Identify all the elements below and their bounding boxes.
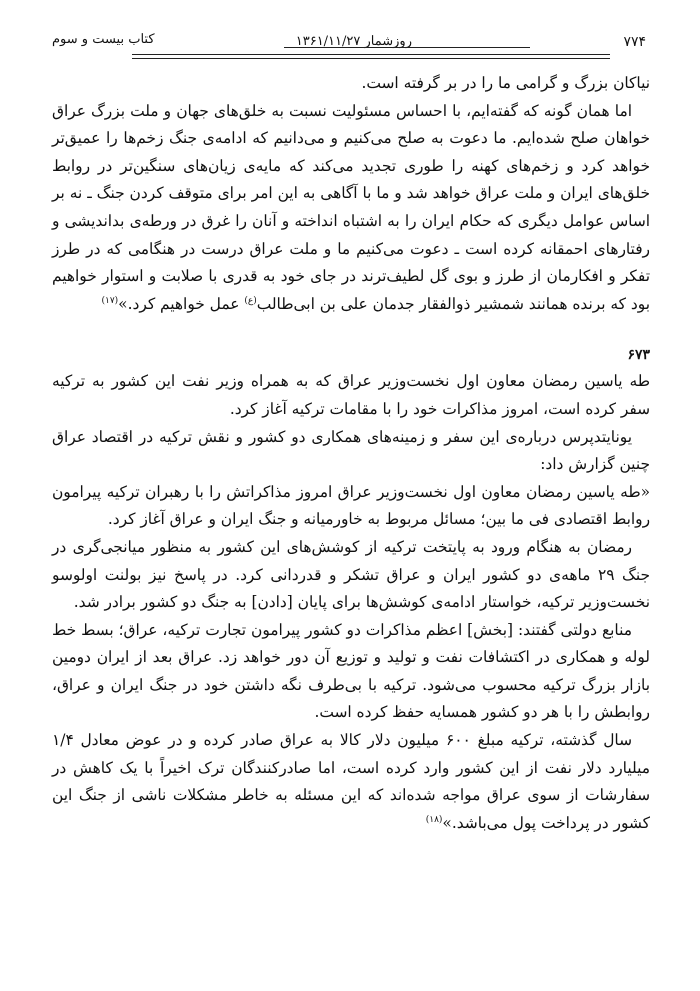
entry-body bbox=[52, 368, 650, 837]
footnote-ref: (۱۷) bbox=[101, 295, 119, 306]
paragraph bbox=[52, 98, 650, 319]
document-page bbox=[52, 28, 650, 837]
paragraph: یونایتدپرس درباره‌ی این سفر و زمینه‌های همکاری دو کشور و نقش ترکیه در اقتصاد عراق چنین گزارش داد: bbox=[52, 427, 650, 474]
paragraph bbox=[52, 727, 650, 837]
header-rule-short bbox=[284, 47, 530, 48]
paragraph: منابع دولتی گفتند: [بخش] اعظم مذاکرات دو کشور پیرامون تجارت ترکیه، عراق؛ بسط خط لوله و همکاری در اکتشافات نفت و تولید و توزیع آن دور خواهد زد. عراق بعد از ایران دومین بازار بزرگ ترکیه محسوب می‌شود. ترکیه با بی‌طرف نگه داشتن خود در جنگ ایران و عراق، روابطش را با هر دو کشور همسایه حفظ کرده است. bbox=[52, 620, 650, 722]
paragraph-quote: «طه یاسین رمضان معاون اول نخست‌وزیر عراق امروز مذاکراتش را با رهبران ترکیه پیرامون روابط اقتصادی فی ما بین؛ مسائل مربوط به خاورمیانه و جنگ ایران و عراق آغاز کرد. bbox=[52, 482, 650, 529]
journal-date: روزشمار ۱۳۶۱/۱۱/۲۷ bbox=[295, 34, 412, 49]
book-title: کتاب بیست و سوم bbox=[52, 32, 155, 47]
paragraph-text-end: عمل خواهیم کرد.» bbox=[118, 294, 245, 313]
paragraph-text: اما همان گونه که گفته‌ایم، با احساس مسئولیت نسبت به خلق‌های جهان و ملت بزرگ عراق خواهان صلح شده‌ایم. ما دعوت به صلح می‌کنیم و می‌دانیم که ادامه‌ی جنگ زخم‌ها را عمیق‌تر خواهد کرد و زخم‌های کهنه را طوری تجدید می‌کند که مایه‌ی زیان‌های سنگین‌تر در روابط خلق‌های ایران و ملت عراق خواهد شد و ما با آگاهی به این امر برای متوقف کردن جنگ ـ نه بر اساس عوامل دیگری که حکام ایران را به اشتباه انداخته و آنان را غرق در ورطه‌ی بداندیشی و رفتارهای احمقانه کرده است ـ دعوت می‌کنیم ما و ملت عراق درست در هنگامی که در طرز تفکر و افکارمان از طرز و بوی گل لطیف‌ترند در جای خود به قدری با صلابت و استوار خواهیم بود که برنده همانند شمشیر ذوالفقار جدمان علی بن ابی‌طالب bbox=[52, 101, 650, 313]
entry-number: ۶۷۳ bbox=[627, 347, 650, 364]
paragraph-text: سال گذشته، ترکیه مبلغ ۶۰۰ میلیون دلار کالا به عراق صادر کرده و در عوض معادل ۱/۴ میلیارد دلار نفت از این کشور وارد کرده است، اما صادرکنندگان ترک اخیراً با یک کاهش در سفارشات از سوی عراق مواجه شده‌اند که این مسئله به خاطر مشکلات ناشی از جنگ این کشور در پرداخت پول می‌باشد.» bbox=[52, 731, 650, 832]
paragraph: رمضان به هنگام ورود به پایتخت ترکیه از کوشش‌های این کشور به منظور میانجی‌گری در جنگ ۲۹ ماهه‌ی دو کشور ایران و عراق تشکر و قدردانی کرد. در پاسخ نیز بولنت اولوسو نخست‌وزیر ترکیه، خواستار ادامه‌ی کوشش‌ها برای پایان [دادن] به جنگ دو کشور برادر شد. bbox=[52, 537, 650, 612]
page-header bbox=[52, 28, 650, 52]
footnote-ref: (۱۸) bbox=[425, 814, 443, 825]
paragraph: نیاکان بزرگ و گرامی ما را در بر گرفته است. bbox=[361, 74, 650, 92]
paragraph: طه یاسین رمضان معاون اول نخست‌وزیر عراق که به همراه وزیر نفت این کشور به ترکیه سفر کرده است، امروز مذاکرات خود را با مقامات ترکیه آغاز کرد. bbox=[52, 372, 650, 418]
honorific: (ع) bbox=[244, 295, 257, 306]
section-previous-continuation bbox=[52, 70, 650, 318]
page-number: ۷۷۴ bbox=[623, 34, 646, 50]
header-rule bbox=[132, 54, 610, 59]
